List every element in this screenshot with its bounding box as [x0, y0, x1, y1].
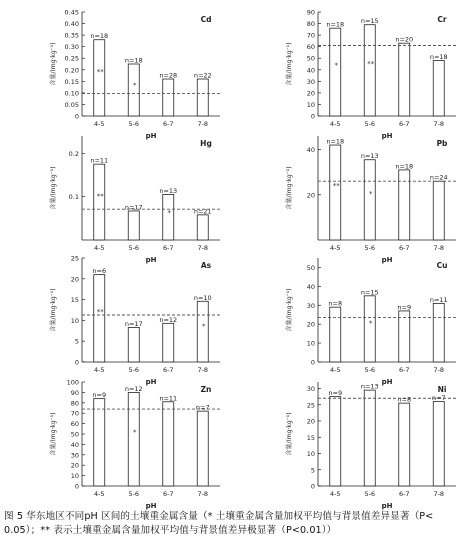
bar-7-8	[197, 301, 208, 362]
significance-mark: **	[367, 59, 375, 68]
caption-line-2: 0.05）；** 表示土壤重金属含量加权平均值与背景值差异极显著（P<0.01））	[4, 525, 337, 536]
bar-4-5	[330, 145, 341, 240]
n-label: n=6	[92, 267, 107, 276]
y-tick-label: 30	[70, 451, 79, 460]
element-label: Hg	[200, 139, 212, 148]
bar-7-8	[433, 303, 444, 362]
x-tick-label: 5-6	[364, 490, 376, 498]
x-tick-label: 4-5	[93, 120, 105, 128]
y-axis-label: 含量/(mg·kg⁻¹)	[50, 42, 57, 86]
n-label: n=18	[326, 137, 345, 146]
y-tick-label: 20	[306, 320, 315, 329]
y-tick-label: 25	[306, 401, 315, 410]
n-label: n=17	[124, 203, 143, 212]
n-label: n=11	[429, 295, 448, 304]
n-label: n=12	[124, 384, 143, 393]
y-tick-label: 100	[66, 378, 79, 387]
n-label: n=18	[429, 53, 448, 62]
y-tick-label: 5	[74, 337, 79, 346]
x-tick-label: 4-5	[329, 490, 341, 498]
y-tick-label: 0	[74, 482, 79, 491]
x-tick-label: 6-7	[162, 244, 174, 252]
y-tick-label: 0.25	[64, 54, 79, 63]
n-label: n=13	[360, 382, 379, 391]
y-tick-label: 40	[70, 440, 79, 449]
bar-5-6	[128, 392, 139, 486]
element-label: Cu	[436, 261, 448, 270]
x-tick-label: 6-7	[398, 120, 410, 128]
x-tick-label: 5-6	[364, 244, 376, 252]
y-tick-label: 20	[70, 461, 79, 470]
bar-6-7	[163, 323, 174, 362]
bar-6-7	[163, 402, 174, 486]
y-tick-label: 0	[310, 112, 315, 121]
x-tick-label: 5-6	[128, 366, 140, 374]
y-tick-label: 0.2	[68, 149, 79, 158]
significance-mark: *	[133, 81, 137, 90]
n-label: n=13	[360, 152, 379, 161]
y-tick-label: 30	[306, 77, 315, 86]
y-tick-label: 10	[306, 339, 315, 348]
panel-ni	[286, 382, 456, 510]
n-label: n=7	[195, 403, 210, 412]
n-label: n=8	[328, 299, 343, 308]
figure-caption	[4, 510, 458, 538]
n-label: n=18	[90, 32, 109, 41]
x-axis-label: pH	[145, 256, 157, 264]
n-label: n=9	[328, 389, 343, 398]
bar-4-5	[94, 399, 105, 486]
y-tick-label: 10	[70, 316, 79, 325]
x-tick-label: 6-7	[398, 366, 410, 374]
n-label: n=24	[429, 173, 448, 182]
panel-cr	[286, 8, 456, 140]
significance-mark: *	[369, 189, 373, 198]
y-axis-label: 含量/(mg·kg⁻¹)	[50, 166, 57, 210]
significance-mark: *	[133, 428, 137, 437]
x-tick-label: 7-8	[433, 120, 445, 128]
y-tick-label: 40	[306, 66, 315, 75]
y-tick-label: 0.05	[64, 100, 79, 109]
y-tick-label: 10	[306, 100, 315, 109]
n-label: n=18	[124, 56, 143, 65]
significance-mark: *	[369, 319, 373, 328]
y-tick-label: 60	[306, 43, 315, 52]
y-tick-label: 50	[70, 430, 79, 439]
y-tick-label: 20	[306, 191, 315, 200]
x-tick-label: 5-6	[364, 120, 376, 128]
bar-5-6	[364, 296, 375, 362]
bar-4-5	[330, 307, 341, 362]
x-tick-label: 6-7	[398, 244, 410, 252]
n-label: n=17	[124, 319, 143, 328]
x-tick-label: 7-8	[197, 490, 209, 498]
significance-mark: **	[96, 192, 104, 201]
bar-6-7	[399, 403, 410, 486]
x-axis-label: pH	[145, 502, 157, 510]
significance-mark: *	[334, 61, 338, 70]
y-tick-label: 80	[70, 399, 79, 408]
bar-6-7	[163, 79, 174, 116]
bar-5-6	[364, 25, 375, 116]
x-axis-label: pH	[145, 378, 157, 386]
n-label: n=15	[360, 288, 379, 297]
x-tick-label: 7-8	[433, 366, 445, 374]
x-tick-label: 5-6	[128, 244, 140, 252]
x-tick-label: 4-5	[93, 490, 105, 498]
x-axis-label: pH	[381, 502, 393, 510]
element-label: Zn	[200, 385, 212, 394]
x-tick-label: 5-6	[128, 490, 140, 498]
x-tick-label: 6-7	[162, 120, 174, 128]
x-tick-label: 6-7	[162, 366, 174, 374]
bar-4-5	[94, 275, 105, 362]
n-label: n=13	[159, 187, 178, 195]
element-label: As	[200, 261, 212, 270]
n-label: n=11	[90, 156, 109, 165]
element-label: Cr	[437, 15, 447, 24]
bar-6-7	[399, 170, 410, 240]
x-tick-label: 7-8	[197, 120, 209, 128]
y-axis-label: 含量/(mg·kg⁻¹)	[286, 166, 293, 210]
x-axis-label: pH	[145, 132, 157, 140]
x-axis-label: pH	[381, 378, 393, 386]
n-label: n=7	[431, 394, 446, 402]
y-tick-label: 0	[74, 358, 79, 367]
n-label: n=12	[159, 315, 178, 324]
y-tick-label: 10	[70, 472, 79, 481]
n-label: n=18	[395, 162, 414, 171]
bar-4-5	[330, 397, 341, 486]
bar-5-6	[128, 327, 139, 362]
panel-cd	[50, 8, 220, 140]
y-tick-label: 30	[306, 301, 315, 310]
y-axis-label: 含量/(mg·kg⁻¹)	[50, 412, 57, 456]
y-tick-label: 0.30	[64, 43, 79, 52]
caption-line-1: 图 5 华东地区不同pH 区间的土壤重金属含量（* 土壤重金属含量加权平均值与背景值差异显著（P<	[4, 511, 434, 522]
significance-mark: *	[202, 322, 206, 331]
y-tick-label: 30	[306, 385, 315, 393]
y-tick-label: 5	[310, 466, 315, 475]
y-tick-label: 20	[70, 275, 79, 284]
x-tick-label: 4-5	[329, 120, 341, 128]
bar-6-7	[399, 311, 410, 362]
y-tick-label: 50	[306, 263, 315, 272]
n-label: n=15	[360, 17, 379, 26]
y-tick-label: 90	[70, 388, 79, 397]
bar-7-8	[433, 61, 444, 116]
bar-7-8	[433, 181, 444, 240]
x-tick-label: 4-5	[93, 244, 105, 252]
bar-6-7	[163, 195, 174, 241]
bar-4-5	[94, 164, 105, 240]
x-tick-label: 5-6	[128, 120, 140, 128]
y-tick-label: 70	[306, 31, 315, 40]
x-tick-label: 7-8	[433, 244, 445, 252]
x-tick-label: 7-8	[197, 244, 209, 252]
y-tick-label: 0.35	[64, 31, 79, 40]
n-label: n=9	[397, 303, 412, 312]
y-tick-label: 0.10	[64, 89, 79, 98]
y-tick-label: 20	[306, 417, 315, 426]
bar-4-5	[94, 40, 105, 116]
n-label: n=11	[159, 394, 178, 403]
element-label: Pb	[436, 139, 448, 148]
n-label: n=21	[193, 207, 212, 216]
y-axis-label: 含量/(mg·kg⁻¹)	[286, 42, 293, 86]
y-tick-label: 40	[306, 146, 315, 155]
n-label: n=18	[326, 20, 345, 29]
y-tick-label: 0	[74, 112, 79, 121]
bar-7-8	[433, 402, 444, 487]
bar-4-5	[330, 28, 341, 116]
y-tick-label: 40	[306, 282, 315, 291]
y-axis-label: 含量/(mg·kg⁻¹)	[286, 412, 293, 456]
n-label: n=20	[395, 35, 414, 44]
bar-5-6	[128, 211, 139, 240]
x-tick-label: 6-7	[162, 490, 174, 498]
bar-7-8	[197, 79, 208, 116]
y-tick-label: 90	[306, 8, 315, 17]
x-tick-label: 4-5	[93, 366, 105, 374]
y-tick-label: 0.15	[64, 77, 79, 86]
bar-7-8	[197, 411, 208, 486]
x-tick-label: 7-8	[433, 490, 445, 498]
y-tick-label: 80	[306, 20, 315, 29]
n-label: n=22	[193, 71, 212, 80]
y-tick-label: 0.1	[68, 193, 79, 202]
y-tick-label: 0.20	[64, 66, 79, 75]
panel-pb	[286, 136, 456, 264]
n-label: n=8	[397, 395, 412, 404]
panel-zn	[50, 378, 220, 510]
element-label: Cd	[200, 15, 212, 24]
y-tick-label: 70	[70, 409, 79, 418]
n-label: n=9	[92, 391, 107, 400]
y-tick-label: 10	[306, 450, 315, 458]
y-tick-label: 0.40	[64, 20, 79, 29]
y-tick-label: 20	[306, 89, 315, 98]
y-axis-label: 含量/(mg·kg⁻¹)	[50, 288, 57, 332]
y-tick-label: 15	[70, 296, 79, 305]
x-tick-label: 7-8	[197, 366, 209, 374]
bar-5-6	[364, 390, 375, 486]
bar-7-8	[197, 215, 208, 240]
y-axis-label: 含量/(mg·kg⁻¹)	[286, 288, 293, 332]
significance-mark: **	[96, 307, 104, 316]
significance-mark: **	[332, 181, 340, 190]
y-tick-label: 0	[310, 482, 315, 491]
bar-5-6	[364, 160, 375, 240]
y-tick-label: 50	[306, 54, 315, 63]
y-tick-label: 60	[70, 420, 79, 429]
x-tick-label: 4-5	[329, 244, 341, 252]
panel-cu	[286, 258, 456, 386]
bar-5-6	[128, 64, 139, 116]
x-axis-label: pH	[381, 132, 393, 140]
x-tick-label: 4-5	[329, 366, 341, 374]
x-axis-label: pH	[381, 256, 393, 264]
x-tick-label: 5-6	[364, 366, 376, 374]
y-tick-label: 15	[306, 433, 315, 442]
element-label: Ni	[437, 385, 447, 394]
y-tick-label: 0.45	[64, 8, 79, 17]
n-label: n=28	[159, 71, 178, 80]
significance-mark: *	[167, 208, 171, 217]
bar-6-7	[399, 43, 410, 116]
n-label: n=10	[193, 293, 212, 302]
y-tick-label: 25	[70, 254, 79, 263]
y-tick-label: 0	[310, 358, 315, 367]
significance-mark: **	[96, 68, 104, 77]
x-tick-label: 6-7	[398, 490, 410, 498]
